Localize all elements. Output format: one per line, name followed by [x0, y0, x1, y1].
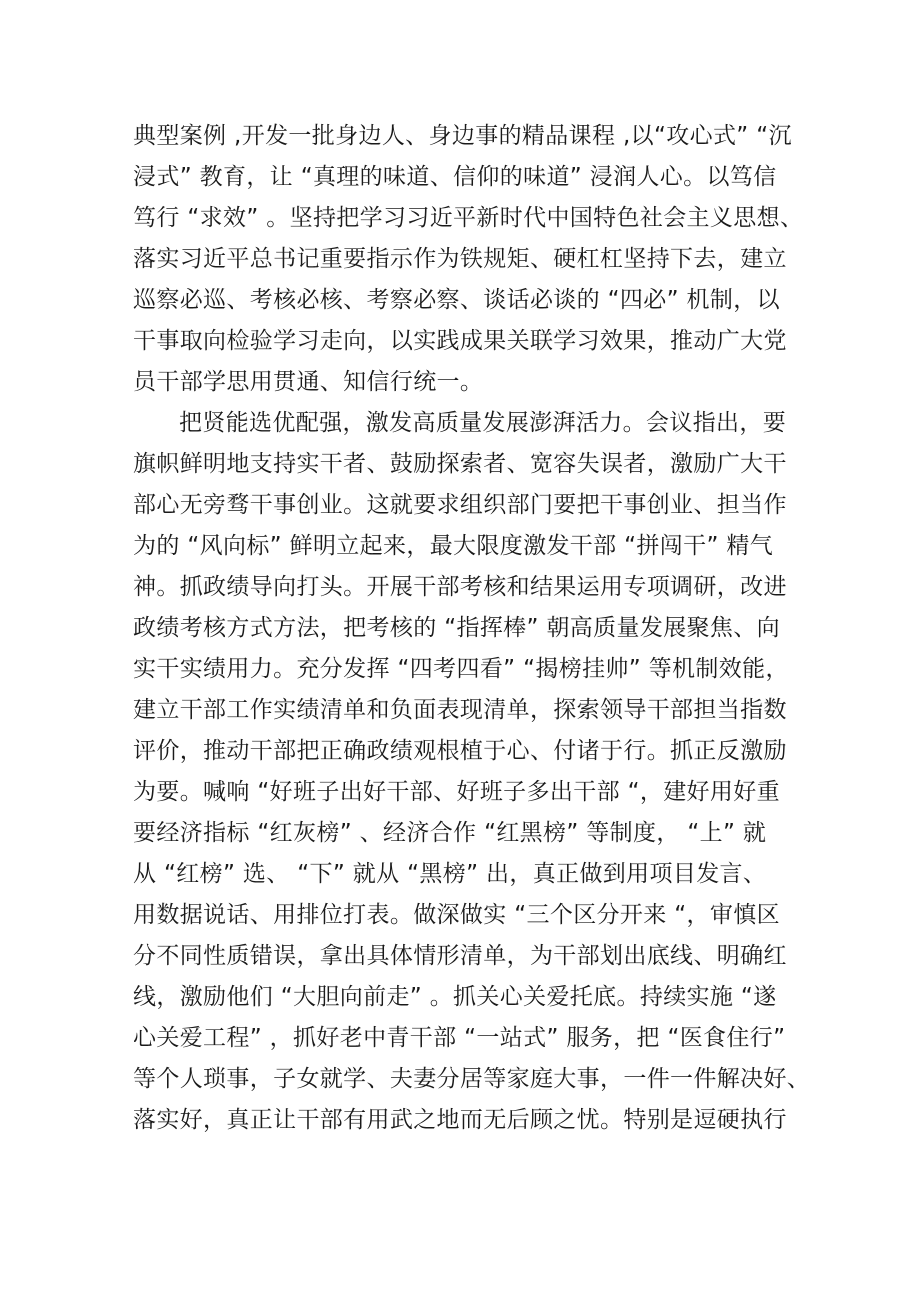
text-line-11: 为的 “风向标” 鲜明立起来，最大限度激发干部 “拼闯干” 精气	[133, 533, 774, 559]
text-line-15: 建立干部工作实绩清单和负面表现清单，探索领导干部担当指数	[133, 697, 787, 723]
text-line-6: 干事取向检验学习走向，以实践成果关联学习效果，推动广大党	[133, 328, 787, 354]
text-line-3: 笃行 “求效” 。坚持把学习习近平新时代中国特色社会主义思想、	[133, 205, 804, 231]
text-line-10: 部心无旁骛干事创业。这就要求组织部门要把干事创业、担当作	[133, 492, 787, 518]
document-body	[133, 116, 813, 1141]
text-line-8: 把贤能选优配强，激发高质量发展澎湃活力。会议指出，要	[179, 410, 787, 436]
text-line-13: 政绩考核方式方法，把考核的 “指挥棒” 朝高质量发展聚焦、向	[133, 615, 780, 641]
text-line-18: 要经济指标 “红灰榜” 、经济合作 “红黑榜” 等制度， “上” 就	[133, 820, 767, 846]
text-line-23: 心关爱工程” ，抓好老中青干部 “一站式” 服务，把 “医食住行”	[133, 1025, 786, 1051]
text-line-7: 员干部学思用贯通、知信行统一。	[133, 369, 484, 395]
text-line-9: 旗帜鲜明地支持实干者、鼓励探索者、宽容失误者，激励广大干	[133, 451, 787, 477]
text-line-22: 线，激励他们 “大胆向前走” 。抓关心关爱托底。持续实施 “遂	[133, 984, 777, 1010]
text-line-16: 评价，推动干部把正确政绩观根植于心、付诸于行。抓正反激励	[133, 738, 787, 764]
text-line-19: 从 “红榜” 选、 “下” 就从 “黑榜” 出，真正做到用项目发言、	[133, 861, 767, 887]
text-line-25: 落实好，真正让干部有用武之地而无后顾之忧。特别是逗硬执行	[133, 1107, 787, 1133]
text-line-2: 浸式” 教育，让 “真理的味道、信仰的味道” 浸润人心。以笃信	[133, 164, 777, 190]
text-line-21: 分不同性质错误，拿出具体情形清单，为干部划出底线、明确红	[133, 943, 787, 969]
text-line-17: 为要。喊响 “好班子出好干部、好班子多出干部 “，建好用好重	[133, 779, 780, 805]
text-line-12: 神。抓政绩导向打头。开展干部考核和结果运用专项调研，改进	[133, 574, 787, 600]
text-line-1: 典型案例 ,开发一批身边人、身边事的精品课程 ,以“攻心式” “沉	[133, 123, 792, 149]
text-line-4: 落实习近平总书记重要指示作为铁规矩、硬杠杠坚持下去，建立	[133, 246, 787, 272]
text-line-24: 等个人琐事，子女就学、夫妻分居等家庭大事，一件一件解决好、	[133, 1066, 811, 1092]
text-line-14: 实干实绩用力。充分发挥 “四考四看” “揭榜挂帅” 等机制效能，	[133, 656, 789, 682]
text-line-5: 巡察必巡、考核必核、考察必察、谈话必谈的 “四必” 机制，以	[133, 287, 780, 313]
text-line-20: 用数据说话、用排位打表。做深做实 “三个区分开来 “，审慎区	[133, 902, 780, 928]
